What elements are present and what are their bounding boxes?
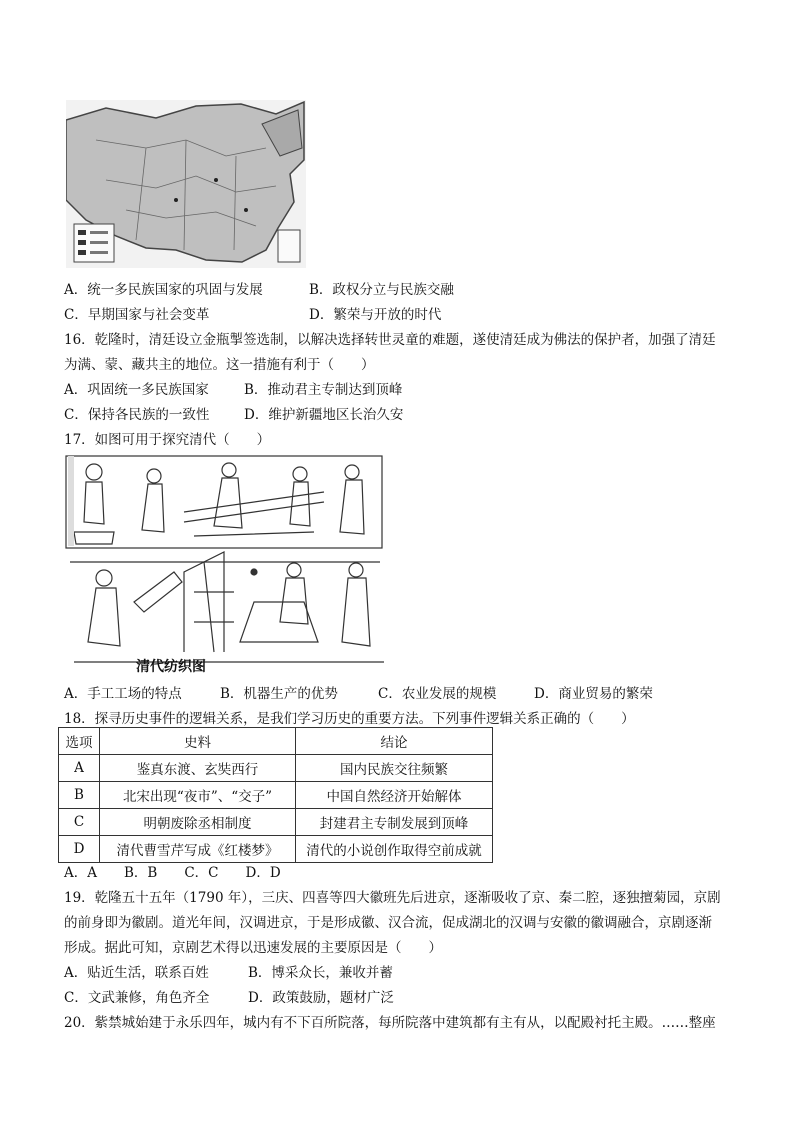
q16-option-c: C．保持各民族的一致性 <box>64 407 210 423</box>
table-cell: 中国自然经济开始解体 <box>296 782 493 809</box>
q18-options: A．A B．B C．C D．D <box>64 865 281 881</box>
q16-option-d: D．维护新疆地区长治久安 <box>244 407 404 423</box>
q15-option-a: A．统一多民族国家的巩固与发展 <box>64 282 263 298</box>
q17-stem: 17．如图可用于探究清代（ ） <box>64 432 271 448</box>
q19-option-b: B．博采众长，兼收并蓄 <box>248 965 393 981</box>
q17-option-b: B．机器生产的优势 <box>220 686 338 702</box>
table-cell: 明朝废除丞相制度 <box>100 809 296 836</box>
q16-stem-line2: 为满、蒙、藏共主的地位。这一措施有利于（ ） <box>64 357 375 373</box>
table-cell: C <box>59 809 100 836</box>
q19-stem-line1: 19．乾隆五十五年（1790 年），三庆、四喜等四大徽班先后进京，逐渐吸收了京、秦二腔，逐独擅菊园，京剧 <box>64 890 721 906</box>
table-row <box>59 755 493 782</box>
table-header-cell: 史料 <box>100 728 296 755</box>
q15-option-d: D．繁荣与开放的时代 <box>309 307 442 323</box>
q19-stem-line3: 形成。据此可知，京剧艺术得以迅速发展的主要原因是（ ） <box>64 940 442 956</box>
q16-option-a: A．巩固统一多民族国家 <box>64 382 209 398</box>
q16-option-b: B．推动君主专制达到顶峰 <box>244 382 403 398</box>
q16-stem-line1: 16．乾隆时，清廷设立金瓶掣签选制，以解决选择转世灵童的难题，遂使清廷成为佛法的保护者，加强了清廷 <box>64 332 716 348</box>
table-row <box>59 809 493 836</box>
q15-option-b: B．政权分立与民族交融 <box>309 282 454 298</box>
table-cell: 清代的小说创作取得空前成就 <box>296 836 493 863</box>
q19-stem-line2: 的前身即为徽剧。道光年间，汉调进京，于是形成徽、汉合流，促成湖北的汉调与安徽的徽调融合，京剧逐渐 <box>64 915 712 931</box>
qing-textile-illustration <box>64 452 386 678</box>
table-row <box>59 836 493 863</box>
q18-stem: 18．探寻历史事件的逻辑关系，是我们学习历史的重要方法。下列事件逻辑关系正确的（ ） <box>64 711 635 727</box>
table-row <box>59 782 493 809</box>
table-header-cell: 结论 <box>296 728 493 755</box>
table-cell: A <box>59 755 100 782</box>
q18-table <box>58 727 493 863</box>
q19-option-a: A．贴近生活，联系百姓 <box>64 965 209 981</box>
table-cell: 国内民族交往频繁 <box>296 755 493 782</box>
q15-option-c: C．早期国家与社会变革 <box>64 307 210 323</box>
q17-figure-caption: 清代纺织图 <box>136 659 206 675</box>
table-cell: 鉴真东渡、玄奘西行 <box>100 755 296 782</box>
table-cell: D <box>59 836 100 863</box>
table-cell: 封建君主专制发展到顶峰 <box>296 809 493 836</box>
table-header-cell: 选项 <box>59 728 100 755</box>
table-cell: B <box>59 782 100 809</box>
q19-option-d: D．政策鼓励，题材广泛 <box>248 990 394 1006</box>
table-header-row <box>59 728 493 755</box>
table-cell: 清代曹雪芹写成《红楼梦》 <box>100 836 296 863</box>
q20-stem-line1: 20．紫禁城始建于永乐四年，城内有不下百所院落，每所院落中建筑都有主有从，以配殿衬托主殿。……整座 <box>64 1015 716 1031</box>
q17-option-a: A．手工工场的特点 <box>64 686 182 702</box>
q19-option-c: C．文武兼修，角色齐全 <box>64 990 210 1006</box>
q17-option-c: C．农业发展的规模 <box>378 686 497 702</box>
table-cell: 北宋出现“夜市”、“交子” <box>100 782 296 809</box>
q17-option-d: D．商业贸易的繁荣 <box>534 686 653 702</box>
qing-map-figure <box>66 100 306 268</box>
